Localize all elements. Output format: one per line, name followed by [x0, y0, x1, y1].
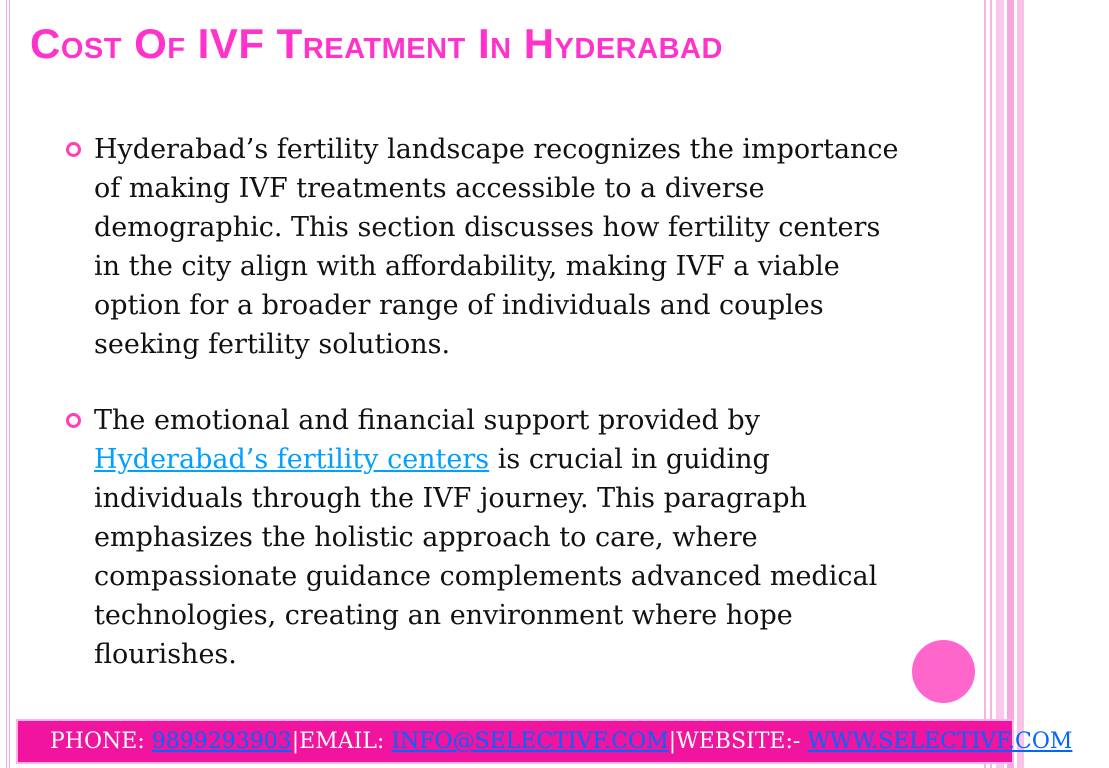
stripe	[996, 0, 1004, 768]
stripe	[990, 0, 992, 768]
fertility-centers-link[interactable]: Hyderabad’s fertility centers	[94, 444, 490, 475]
footer-trailing-text: OO	[1072, 729, 1109, 754]
stripe	[1007, 0, 1014, 768]
email-link[interactable]: INFO@SELECTIVF.COM	[391, 729, 669, 754]
website-link[interactable]: WWW.SELECTIVF.COM	[807, 729, 1073, 754]
ring-bullet-icon	[66, 413, 81, 428]
decorative-pink-circle	[912, 640, 975, 703]
phone-link[interactable]: 9899293903	[151, 729, 292, 754]
separator: |	[291, 729, 300, 754]
stripe	[984, 0, 986, 768]
separator: |	[668, 729, 677, 754]
bullet-item	[62, 401, 912, 674]
bullet-text: Hyderabad’s fertility landscape recognizes the importance of making IVF treatments accessible to a diverse demographic. This section discusses how fertility centers in the city align with affordability, making IVF a viable option for a broader range of individuals and couples seeking fertility solutions.	[94, 134, 899, 360]
contact-footer	[16, 719, 1109, 764]
left-border-line	[6, 0, 7, 768]
website-label: WEBSITE:-	[676, 729, 801, 754]
slide-title: Cost Of IVF Treatment In Hyderabad	[30, 20, 723, 67]
bullet-list	[62, 130, 912, 674]
bullet-text: is crucial in guiding individuals through the IVF journey. This paragraph emphasizes the holistic approach to care, where compassionate guidance complements advanced medical technologies, creating an environment where hope flourishes.	[94, 444, 878, 670]
bullet-text: The emotional and financial support provided by	[94, 405, 760, 436]
right-decorative-stripes	[980, 0, 1024, 768]
email-label: EMAIL:	[299, 729, 385, 754]
stripe	[1017, 0, 1024, 768]
bullet-item	[62, 130, 912, 364]
phone-label: PHONE:	[50, 729, 145, 754]
ring-bullet-icon	[66, 142, 81, 157]
left-border-line	[9, 0, 10, 768]
